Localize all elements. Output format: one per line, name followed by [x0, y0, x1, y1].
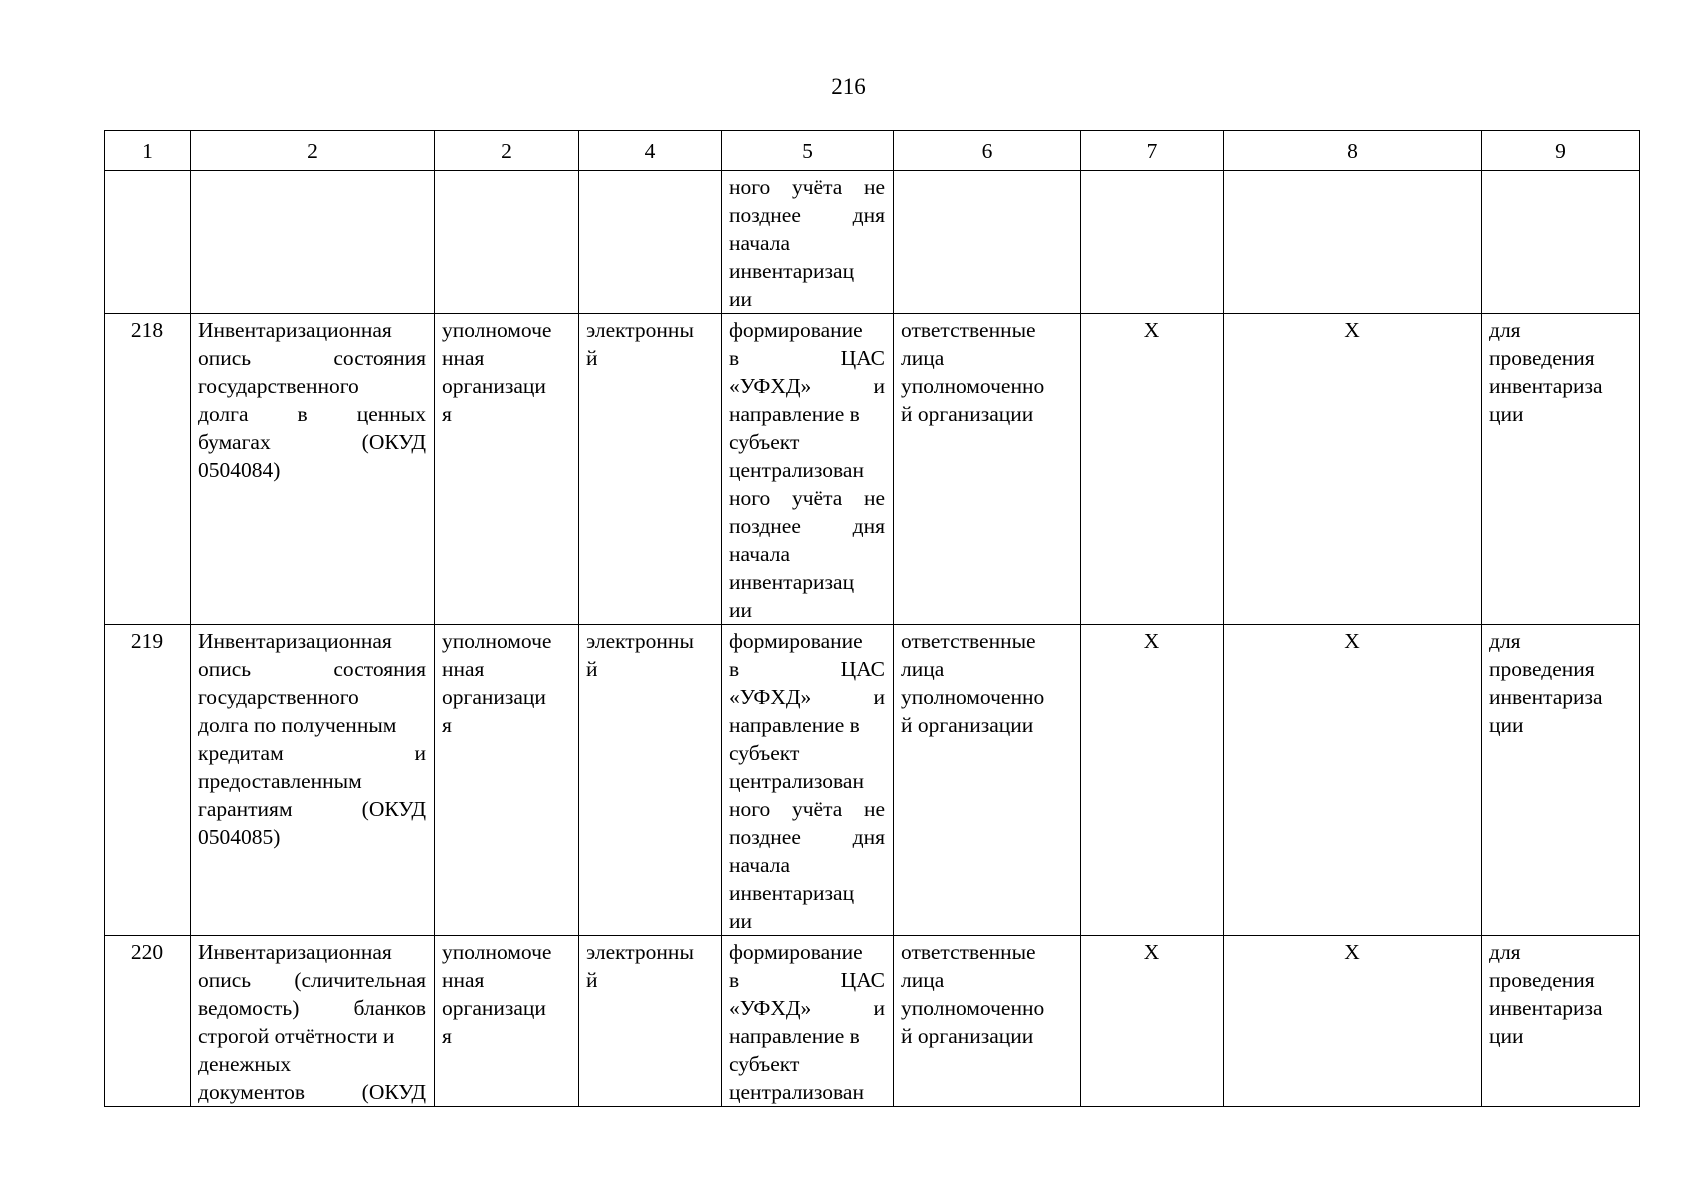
row-number: 218: [105, 314, 191, 625]
document-name-cell: Инвентаризационная опись состояния государственного долга по полученным кредитам и предоставленным гарантиям (ОКУД 0504085): [191, 625, 435, 936]
table-row: [105, 625, 1640, 936]
header-cell: 7: [1081, 131, 1224, 171]
header-cell: 1: [105, 131, 191, 171]
column-8-cell: Х: [1224, 314, 1482, 625]
form-cell: электронны й: [579, 625, 722, 936]
procedure-cell: ного учёта не позднее дня начала инвентаризац ии: [722, 171, 894, 314]
purpose-cell: для проведения инвентариза ции: [1482, 936, 1640, 1107]
table-row: [105, 314, 1640, 625]
document-name-cell: Инвентаризационная опись состояния государственного долга в ценных бумагах (ОКУД 0504084): [191, 314, 435, 625]
registry-table: [104, 130, 1640, 1107]
purpose-cell: для проведения инвентариза ции: [1482, 314, 1640, 625]
header-row: [105, 131, 1640, 171]
header-cell: 2: [435, 131, 579, 171]
form-cell: электронны й: [579, 314, 722, 625]
responsible-cell: ответственные лица уполномоченно й организации: [894, 625, 1081, 936]
row-number: 219: [105, 625, 191, 936]
continuation-row: [105, 171, 1640, 314]
column-7-cell: Х: [1081, 625, 1224, 936]
purpose-cell: для проведения инвентариза ции: [1482, 625, 1640, 936]
column-8-cell: Х: [1224, 936, 1482, 1107]
procedure-cell: формирование в ЦАС «УФХД» и направление в субъект централизован ного учёта не позднее дня начала инвентаризац ии: [722, 625, 894, 936]
procedure-cell: формирование в ЦАС «УФХД» и направление в субъект централизован ного учёта не позднее дня начала инвентаризац ии: [722, 314, 894, 625]
header-cell: 4: [579, 131, 722, 171]
row-number: 220: [105, 936, 191, 1107]
responsible-cell: ответственные лица уполномоченно й организации: [894, 936, 1081, 1107]
header-cell: 6: [894, 131, 1081, 171]
organization-cell: уполномоче нная организаци я: [435, 625, 579, 936]
column-7-cell: Х: [1081, 314, 1224, 625]
procedure-cell: формирование в ЦАС «УФХД» и направление в субъект централизован: [722, 936, 894, 1107]
column-7-cell: Х: [1081, 936, 1224, 1107]
header-cell: 9: [1482, 131, 1640, 171]
header-cell: 8: [1224, 131, 1482, 171]
table-row: [105, 936, 1640, 1107]
document-name-cell: Инвентаризационная опись (сличительная ведомость) бланков строгой отчётности и денежных документов (ОКУД: [191, 936, 435, 1107]
header-cell: 2: [191, 131, 435, 171]
responsible-cell: ответственные лица уполномоченно й организации: [894, 314, 1081, 625]
page-number: 216: [831, 74, 866, 99]
header-cell: 5: [722, 131, 894, 171]
form-cell: электронны й: [579, 936, 722, 1107]
column-8-cell: Х: [1224, 625, 1482, 936]
organization-cell: уполномоче нная организаци я: [435, 936, 579, 1107]
organization-cell: уполномоче нная организаци я: [435, 314, 579, 625]
